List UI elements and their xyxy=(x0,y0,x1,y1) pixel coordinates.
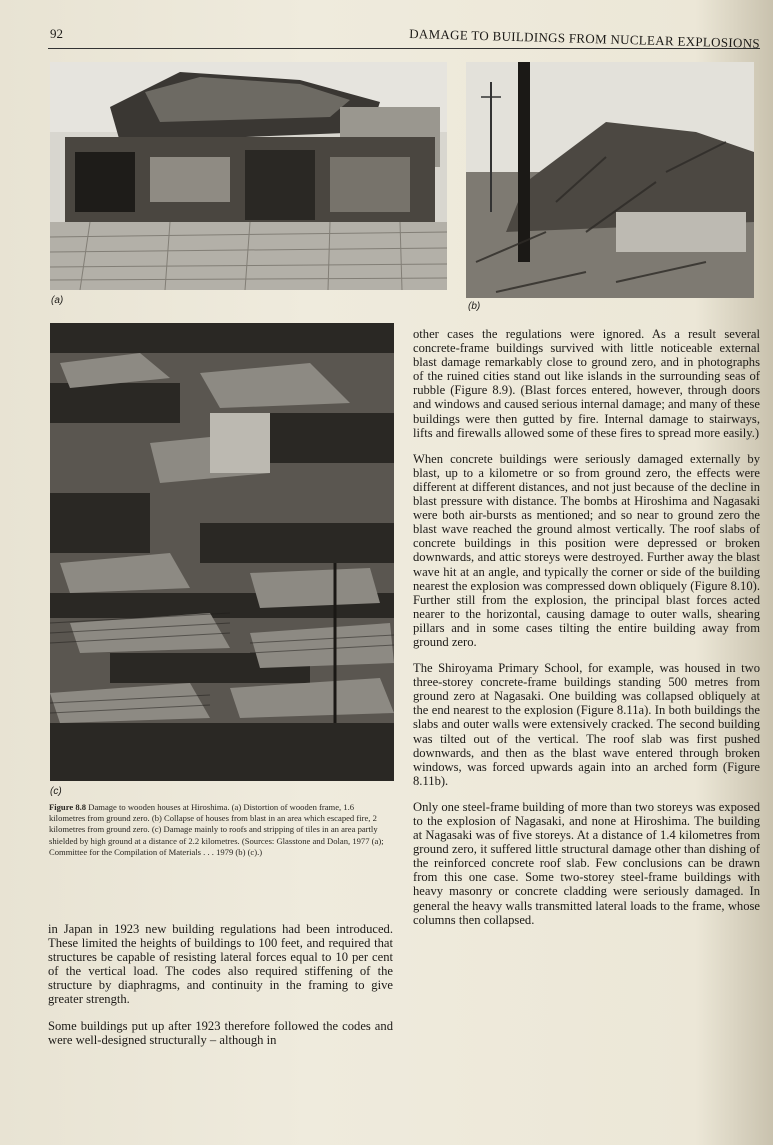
paragraph: other cases the regulations were ignored. As a result several concrete-frame buildings survived with little noticeable external blast damage remarkably close to ground zero, and in photographs of the ruined cities stand out like islands in the surrounding seas of rubble (Figure 8.9). (Blast forces entered, however, through doors and windows and caused serious internal damage; and many of these buildings were then gutted by fire. Internal damage to stairways, lifts and firewalls allowed some of these fires to spread more easily.) xyxy=(413,327,760,440)
paragraph: When concrete buildings were seriously damaged externally by blast, up to a kilometre or so from ground zero, the effects were different at different distances, and not just because of the decline in blast pressure with distance. The bombs at Hiroshima and Nagasaki were both air-bursts as mentioned; and so near to ground zero the blast wave reached the ground almost vertically. The roof slabs of concrete buildings in this position were depressed or broken downwards, and attic storeys were destroyed. Further away the blast wave hit at an angle, and typically the corner or side of the building nearest the explosion was compressed down obliquely (Figure 8.10). Further still from the explosion, the principal blast forces acted nearer to the horizontal, causing damage to outer walls, shearing pillars and in some cases tilting the entire building away from ground zero. xyxy=(413,451,760,649)
panel-label-a: (a) xyxy=(51,295,64,306)
paragraph: in Japan in 1923 new building regulations had been introduced. These limited the heights of buildings to 100 feet, and required that structures be capable of resisting lateral forces equal to 10 per cent of the vertical load. The codes also required stiffening of the structure by diaphragms, and continuity in the framing to give greater strength. xyxy=(48,922,393,1007)
left-text-column xyxy=(48,922,393,1059)
paragraph: Only one steel-frame building of more than two storeys was exposed to the explosion of Nagasaki, and none at Hiroshima. The building at Nagasaki was of five storeys. At a distance of 1.4 kilometres from ground zero, it suffered little structural damage other than dishing of the reinforced concrete roof slab. Few conclusions can be drawn from this one case. Some two-storey steel-frame buildings with heavy masonry or concrete cladding were seriously damaged. In general the heavy walls transmitted lateral loads to the frame, whose columns then collapsed. xyxy=(413,799,760,927)
paragraph: Some buildings put up after 1923 therefore followed the codes and were well-designed structurally – although in xyxy=(48,1018,393,1047)
page-header xyxy=(48,26,760,49)
paragraph: The Shiroyama Primary School, for example, was housed in two three-storey concrete-frame buildings standing 500 metres from ground zero at Nagasaki. One building was collapsed obliquely at the end nearest to the explosion (Figure 8.11a). In both buildings the slabs and outer walls were extensively cracked. The second building was tilted out of the vertical. The roof slab was first pushed downwards, and then as the blast wave entered through broken windows, was forced upwards again into an arched form (Figure 8.11b). xyxy=(413,661,760,788)
panel-label-c: (c) xyxy=(50,786,62,797)
photo-a-damaged-wooden-house xyxy=(50,62,447,290)
page-number: 92 xyxy=(50,26,63,41)
photo-c-damaged-roofs xyxy=(50,323,394,781)
figure-caption-text: Damage to wooden houses at Hiroshima. (a) Distortion of wooden frame, 1.6 kilometres from ground zero. (b) Collapse of houses from blast in an area which escaped fire, 2 kilometres from ground zero. (c) Damage mainly to roofs and stripping of tiles in an area partly shielded by high ground at a distance of 2.2 kilometres. (Sources: Glasstone and Dolan, 1977 (a); Committee for the Compilation of Materials . . . 1979 (b) (c).) xyxy=(49,802,384,857)
panel-label-b: (b) xyxy=(468,301,481,312)
photo-b-collapsed-houses xyxy=(466,62,754,298)
right-text-column xyxy=(413,327,760,939)
running-title: DAMAGE TO BUILDINGS FROM NUCLEAR EXPLOSIONS xyxy=(409,26,761,51)
figure-caption xyxy=(49,802,389,858)
figure-caption-label: Figure 8.8 xyxy=(49,802,87,812)
